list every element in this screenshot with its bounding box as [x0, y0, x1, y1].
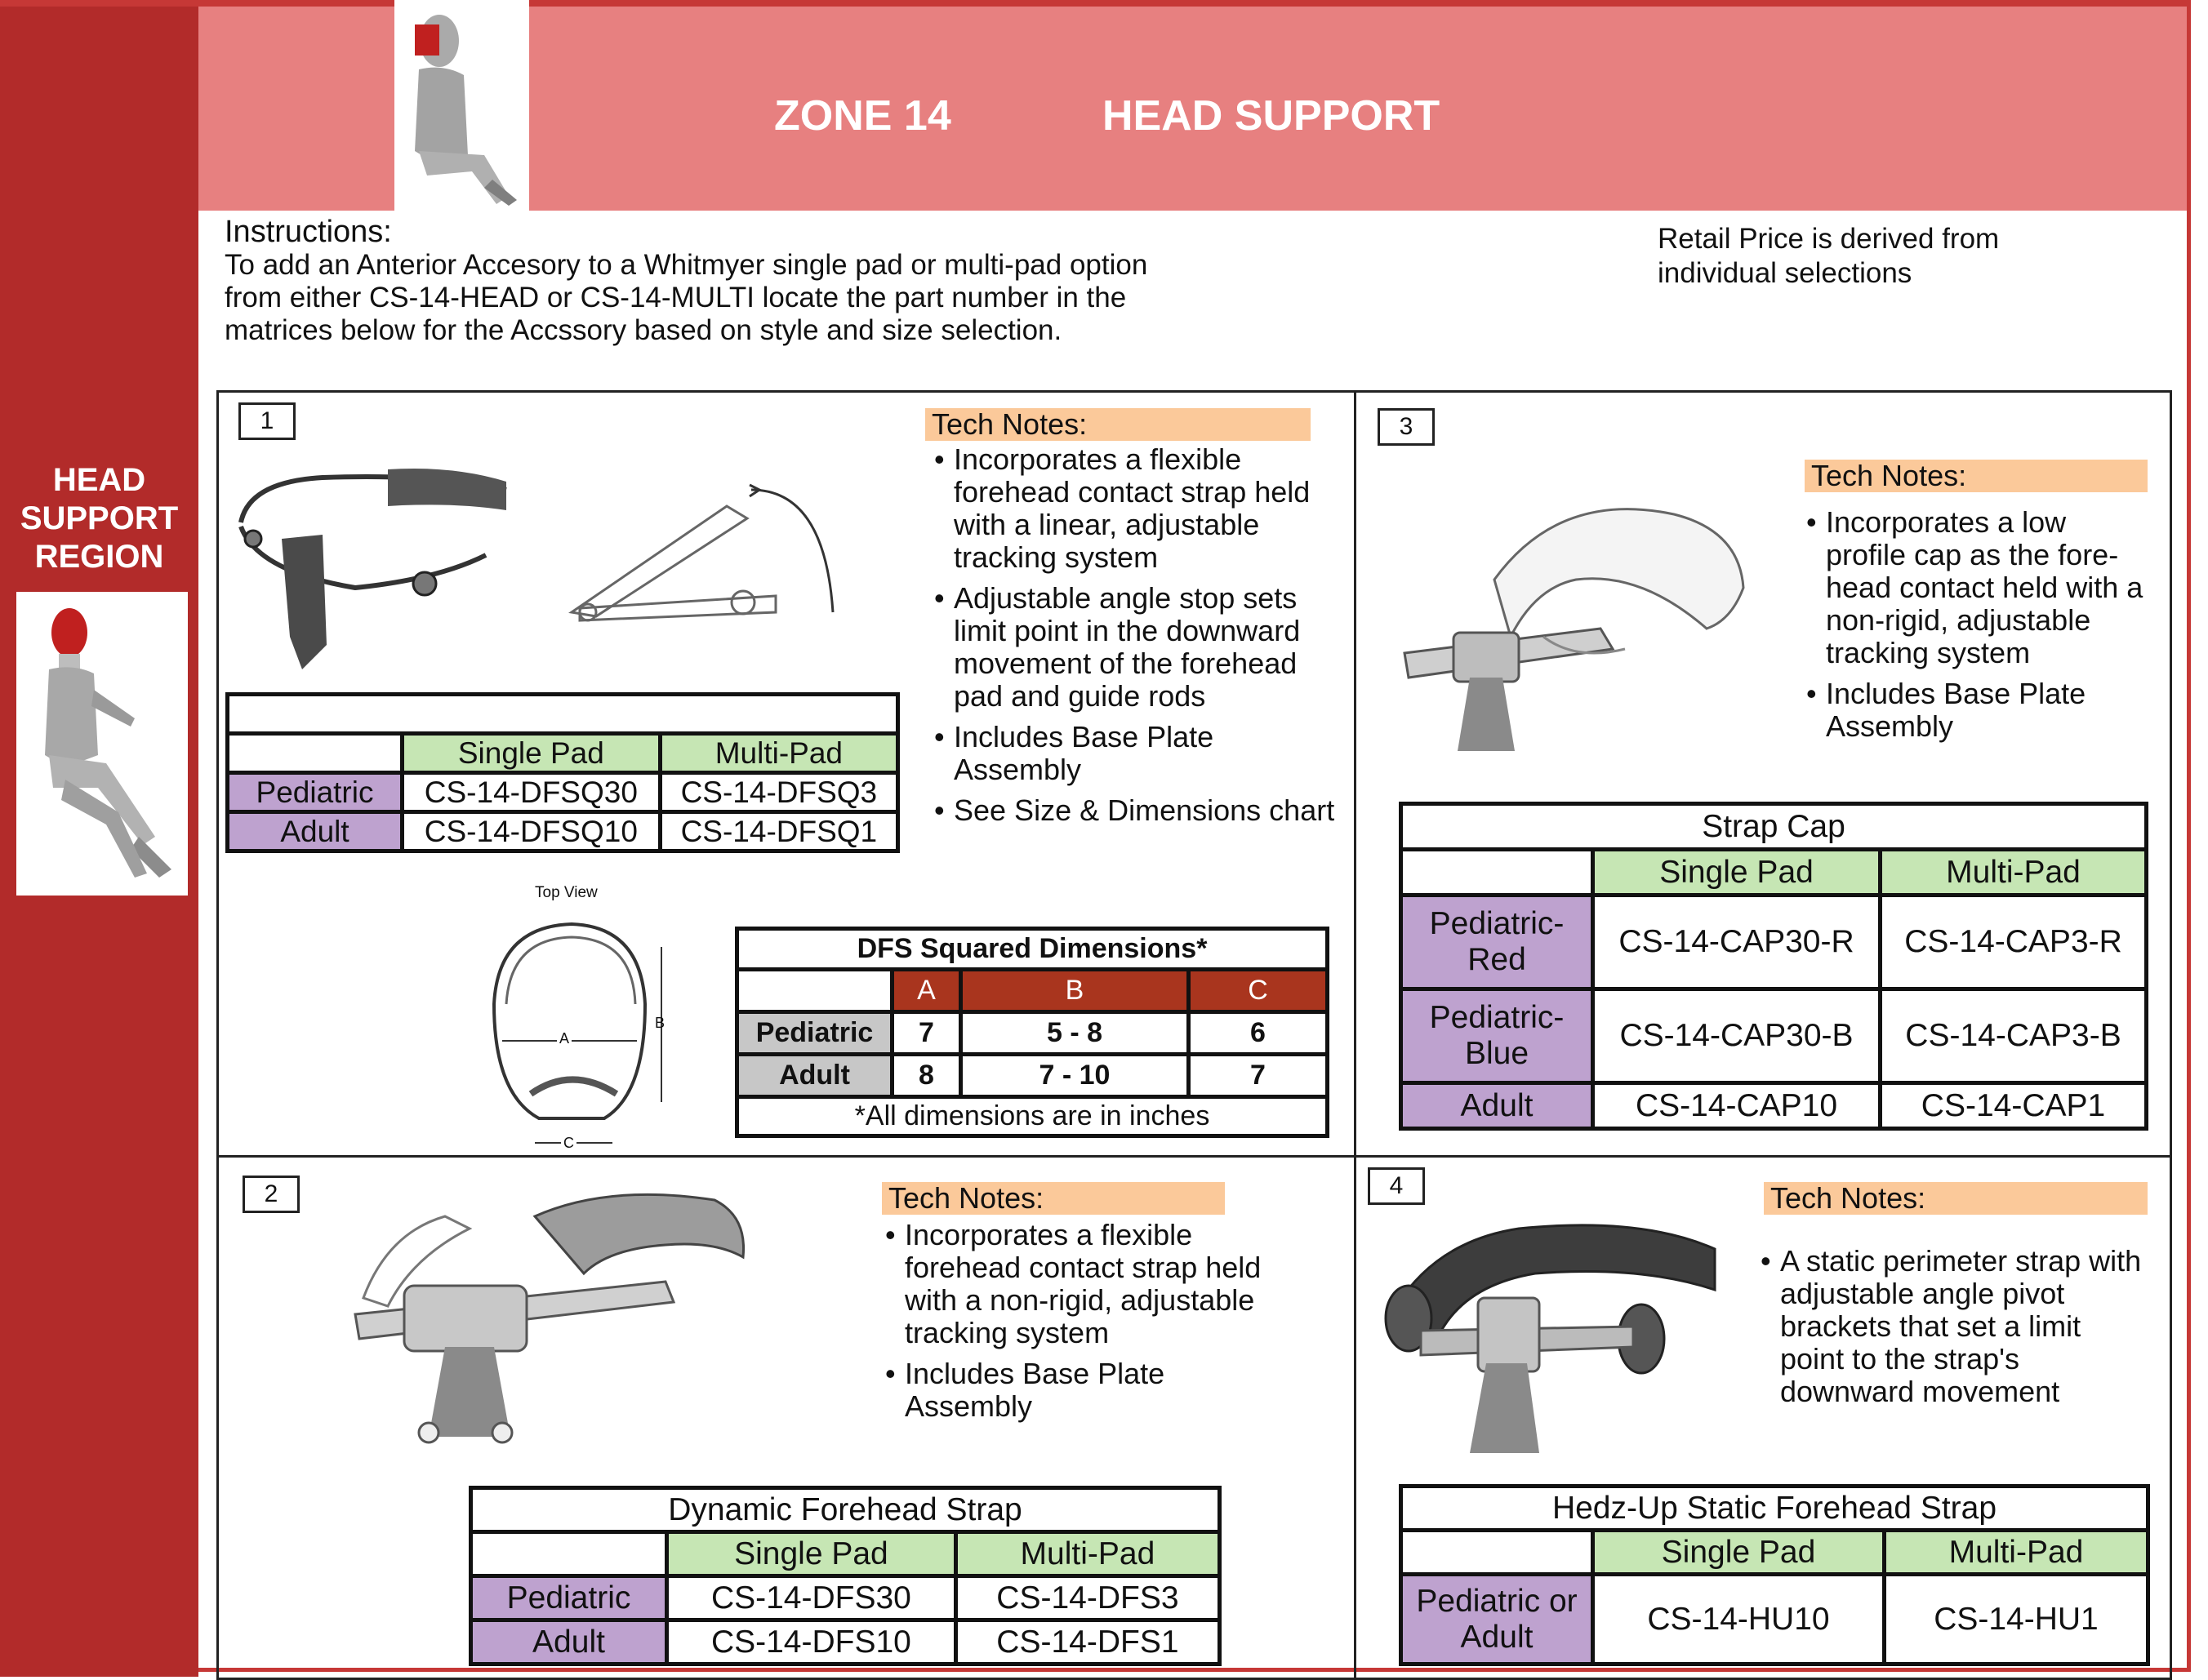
part-number: CS-14-DFSQ1 [660, 812, 897, 851]
tech-notes-heading: Tech Notes: [1805, 460, 2148, 492]
part-number: CS-14-DFS1 [955, 1620, 1219, 1664]
region-title: HEAD SUPPORT REGION [20, 462, 179, 575]
column-header: Multi-Pad [955, 1532, 1219, 1576]
row-label: Pediatric-Red [1401, 896, 1593, 989]
top-view-diagram [482, 914, 678, 1151]
side-view-diagram [563, 473, 841, 629]
row-label: Adult [228, 812, 403, 851]
tech-note: • Incorporates a flexible forehead contact strap held with a non-rigid, adjustable tracking system [882, 1219, 1274, 1349]
row-label: Pediatric or Adult [1401, 1575, 1593, 1664]
zone-label: ZONE 14 [774, 92, 951, 140]
row-label: Adult [471, 1620, 667, 1664]
grid-divider [1354, 390, 1356, 1680]
seated-figure-image [16, 592, 188, 896]
footnote: *All dimensions are in inches [737, 1097, 1328, 1136]
part-number: CS-14-HU1 [1884, 1575, 2148, 1664]
table-corner [471, 1532, 667, 1576]
column-header: Multi-Pad [1881, 850, 2147, 896]
dfs-squared-image [225, 457, 519, 678]
instructions-heading: Instructions: [225, 215, 392, 249]
column-header: Single Pad [1593, 850, 1881, 896]
tech-notes-list [1803, 506, 2154, 751]
part-number-table [1399, 802, 2148, 1131]
row-label: Pediatric [471, 1576, 667, 1620]
part-number-table [469, 1486, 1222, 1666]
tech-notes-heading: Tech Notes: [882, 1182, 1225, 1215]
dimension-value: 7 - 10 [961, 1055, 1189, 1097]
tech-notes-list [882, 1219, 1274, 1431]
table-title: Strap Cap [1401, 804, 2147, 850]
part-number: CS-14-CAP1 [1881, 1083, 2147, 1129]
tech-note: • Incorporates a low profile cap as the fore-head contact held with a non-rigid, adjustable tracking system [1803, 506, 2154, 669]
tech-note: • Includes Base Plate Assembly [931, 721, 1339, 786]
row-label: Pediatric [737, 1012, 893, 1055]
row-label: Adult [737, 1055, 893, 1097]
grid-divider [216, 1155, 2172, 1158]
row-label: Adult [1401, 1083, 1593, 1129]
dimension-value: 5 - 8 [961, 1012, 1189, 1055]
table-corner [737, 970, 893, 1012]
tech-notes-list [931, 443, 1339, 835]
section-number: 4 [1368, 1167, 1425, 1205]
part-number: CS-14-CAP30-R [1593, 896, 1881, 989]
tech-note: • Incorporates a flexible forehead contact strap held with a linear, adjustable tracking system [931, 443, 1339, 574]
tech-note: • A static perimeter strap with adjustable angle pivot brackets that set a limit point to the strap's downward movement [1757, 1245, 2149, 1408]
dimension-value: 7 [1189, 1055, 1328, 1097]
part-number: CS-14-DFS10 [667, 1620, 956, 1664]
dimension-label: B [655, 1015, 666, 1031]
part-number: CS-14-DFS30 [667, 1576, 956, 1620]
tech-note: • Includes Base Plate Assembly [1803, 678, 2154, 743]
retail-price-note: Retail Price is derived from individual selections [1658, 223, 2000, 289]
part-number: CS-14-DFSQ30 [403, 773, 661, 812]
instructions-body: To add an Anterior Accesory to a Whitmyer single pad or multi-pad option from either CS-14-HEAD or CS-14-MULTI locate the part number in the matrices below for the Accssory based on style and size selection. [225, 249, 1148, 346]
column-header: C [1189, 970, 1328, 1012]
page-title: HEAD SUPPORT [1102, 92, 1440, 140]
section-number: 2 [243, 1176, 300, 1213]
top-view-label: Top View [535, 884, 598, 901]
dimension-label: A [557, 1030, 572, 1047]
column-header: Single Pad [1593, 1531, 1885, 1575]
dimension-value: 6 [1189, 1012, 1328, 1055]
column-header: Multi-Pad [660, 734, 897, 773]
part-number-table [225, 692, 900, 853]
hedz-up-strap-image [1372, 1208, 1788, 1469]
table-corner [1401, 850, 1593, 896]
column-header: Single Pad [403, 734, 661, 773]
tech-notes-list [1757, 1245, 2149, 1416]
section-number: 1 [238, 402, 296, 440]
dimensions-table [735, 927, 1329, 1138]
tech-notes-heading: Tech Notes: [925, 408, 1311, 441]
tech-notes-heading: Tech Notes: [1764, 1182, 2148, 1215]
strap-cap-image [1380, 490, 1764, 767]
column-header: B [961, 970, 1189, 1012]
dimension-label: C [561, 1135, 576, 1152]
seated-figure-image [394, 0, 529, 211]
table-corner [228, 734, 403, 773]
table-title: DFS Squared Dimensions* [737, 929, 1328, 970]
part-number: CS-14-DFSQ3 [660, 773, 897, 812]
table-title: Hedz-Up Static Forehead Strap [1401, 1487, 2148, 1531]
part-number: CS-14-DFSQ10 [403, 812, 661, 851]
column-header: Multi-Pad [1884, 1531, 2148, 1575]
row-label: Pediatric [228, 773, 403, 812]
table-corner [1401, 1531, 1593, 1575]
dimension-value: 7 [893, 1012, 961, 1055]
dimension-value: 8 [893, 1055, 961, 1097]
part-number: CS-14-HU10 [1593, 1575, 1885, 1664]
part-number: CS-14-CAP10 [1593, 1083, 1881, 1129]
part-number: CS-14-CAP3-B [1881, 989, 2147, 1083]
part-number: CS-14-CAP3-R [1881, 896, 2147, 989]
section-number: 3 [1378, 408, 1435, 446]
part-number: CS-14-DFS3 [955, 1576, 1219, 1620]
tech-note: • Includes Base Plate Assembly [882, 1358, 1274, 1423]
tech-note: • Adjustable angle stop sets limit point in the downward movement of the forehead pad and guide rods [931, 582, 1339, 713]
row-label: Pediatric-Blue [1401, 989, 1593, 1083]
column-header: Single Pad [667, 1532, 956, 1576]
column-header: A [893, 970, 961, 1012]
part-number: CS-14-CAP30-B [1593, 989, 1881, 1083]
dynamic-strap-image [339, 1184, 755, 1453]
part-number-table [1399, 1484, 2150, 1666]
tech-note: • See Size & Dimensions chart [931, 794, 1339, 827]
table-title: Dynamic Forehead Strap [471, 1488, 1220, 1532]
table-title-row [228, 695, 898, 734]
